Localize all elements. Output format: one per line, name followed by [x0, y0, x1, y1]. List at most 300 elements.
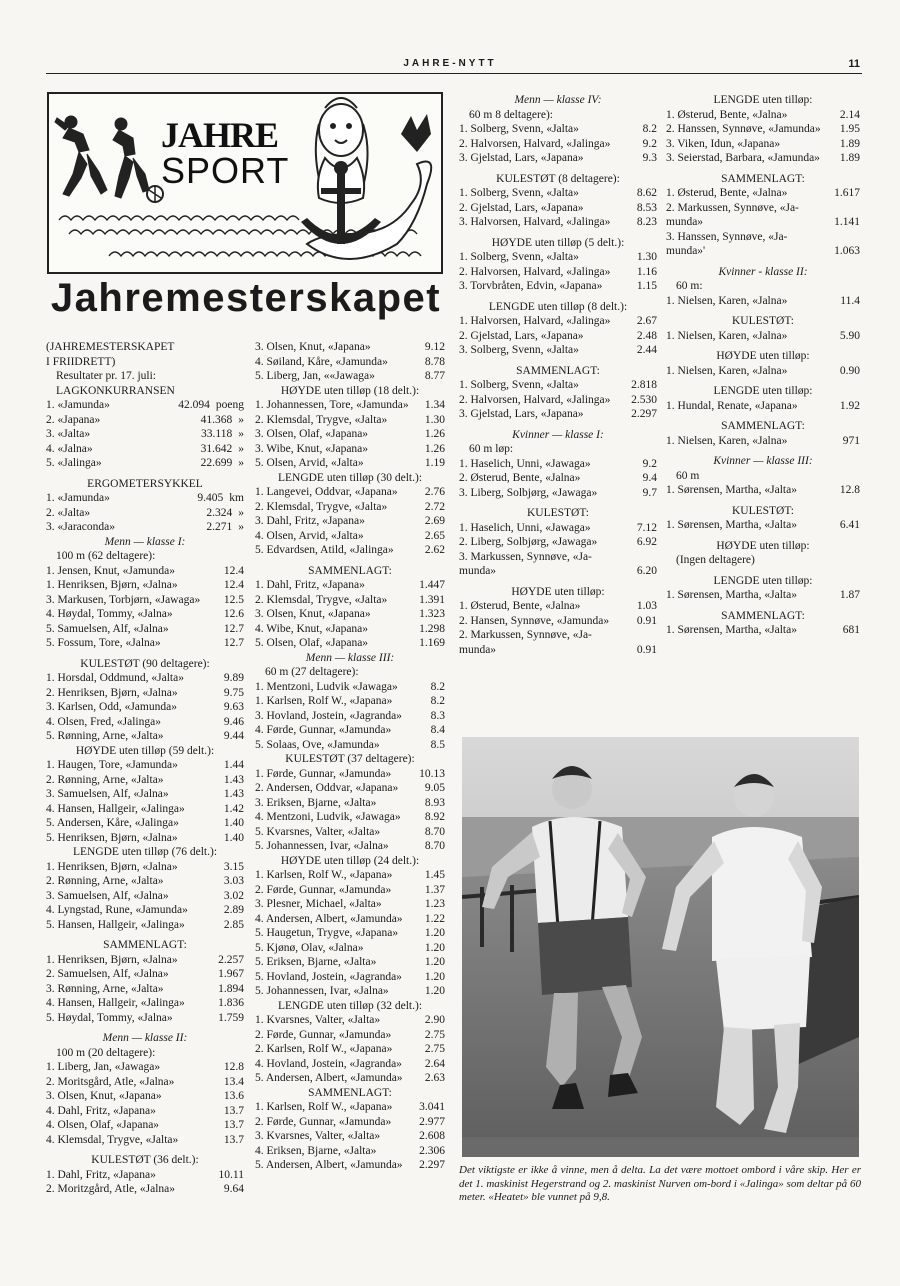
result-row — [459, 314, 657, 329]
result-row — [46, 729, 244, 744]
result-name: 1. Henriksen, Bjørn, «Jalna» — [46, 579, 178, 591]
result-name: 1. Haugen, Tore, «Jamunda» — [46, 759, 178, 771]
team-score: 31.642 — [200, 442, 233, 455]
result-row — [459, 643, 657, 658]
result-row — [459, 201, 657, 216]
result-value: 2.14 — [839, 108, 860, 121]
result-name: 1. Førde, Gunnar, «Jamunda» — [255, 767, 392, 780]
result-row — [666, 588, 860, 603]
result-value: 13.7 — [223, 1119, 244, 1131]
result-value: 2.85 — [223, 918, 244, 931]
result-value: 9.7 — [642, 486, 657, 499]
result-value: 0.91 — [636, 643, 657, 656]
result-value: 10.11 — [218, 1168, 244, 1181]
result-value: 2.89 — [223, 904, 244, 916]
event-heading: SAMMENLAGT: — [721, 172, 805, 185]
result-row — [255, 1057, 445, 1072]
event-heading: HØYDE uten tilløp (59 delt.): — [75, 744, 215, 757]
result-row — [46, 593, 244, 608]
result-value: 1.03 — [636, 600, 657, 612]
result-value: 9.64 — [223, 1183, 244, 1195]
result-value: 971 — [842, 434, 860, 447]
event-heading: LENGDE uten tilløp: — [713, 574, 813, 587]
result-name: 1. Mentzoni, Ludvik «Jawaga» — [255, 680, 398, 693]
event-heading: HØYDE uten tilløp: — [511, 585, 605, 598]
result-row — [46, 773, 244, 788]
result-name: 3. Liberg, Solbjørg, «Jawaga» — [459, 486, 598, 499]
result-name: 1. Sørensen, Martha, «Jalta» — [666, 484, 797, 496]
result-row — [255, 694, 445, 709]
result-row — [255, 926, 445, 941]
event-heading: SAMMENLAGT: — [308, 564, 392, 577]
photo-caption: Det viktigste er ikke å vinne, men å delta. La det være mottoet ombord i våre skip. Her er det 1. maskinist Hegerstrand og 2. maskinist Nurven om-bord i «Jalinga» som deltar på 60 meter. «Heatet» ble vunnet på 9,8. — [459, 1164, 861, 1203]
result-row — [459, 186, 657, 201]
team-result-row — [46, 506, 244, 521]
result-name: 1. Østerud, Bente, «Jalna» — [666, 187, 788, 199]
event-heading: ERGOMETERSYKKEL — [87, 477, 203, 490]
event-heading: LENGDE uten tilløp: — [713, 94, 813, 106]
team-unit: poeng — [215, 399, 244, 411]
result-value: 8.3 — [430, 709, 445, 722]
result-row — [46, 700, 244, 715]
text-line: 3. Hanssen, Synnøve, «Ja- — [666, 230, 788, 243]
result-name: 5. Andersen, Albert, «Jamunda» — [255, 1072, 403, 1084]
result-name: 2. Rønning, Arne, «Jalta» — [46, 773, 164, 786]
result-row — [46, 636, 244, 651]
result-name: 4. Wibe, Knut, «Japana» — [255, 622, 369, 635]
result-value: 2.75 — [424, 1028, 445, 1041]
result-row — [666, 151, 860, 166]
result-name: 5. Henriksen, Bjørn, «Jalna» — [46, 831, 178, 844]
result-name: 5. Kvarsnes, Valter, «Jalta» — [255, 825, 381, 838]
result-name: 1. Henriksen, Bjørn, «Jalna» — [46, 860, 178, 873]
result-name: 5. Solaas, Ove, «Jamunda» — [255, 738, 380, 751]
result-row — [255, 543, 445, 558]
event-heading: HØYDE uten tilløp: — [716, 350, 810, 362]
result-value: 1.87 — [839, 589, 860, 601]
result-value: 1.26 — [424, 428, 445, 440]
result-value: 1.95 — [839, 123, 860, 135]
header-rule — [46, 73, 862, 74]
result-row — [255, 1071, 445, 1086]
result-row — [666, 329, 860, 344]
result-name: 1. Karlsen, Rolf W., «Japana» — [255, 869, 393, 881]
team-score: 33.118 — [201, 428, 233, 440]
text-line: 2. Markussen, Synnøve, «Ja- — [666, 201, 799, 214]
result-value: 3.041 — [419, 1101, 445, 1113]
result-value: 2.257 — [218, 953, 244, 966]
result-name: 3. Olsen, Knut, «Japana» — [255, 608, 371, 620]
event-heading: LENGDE uten tilløp (8 delt.): — [488, 300, 628, 313]
result-value: 1.894 — [218, 982, 244, 995]
result-name: 1. Johannessen, Tore, «Jamunda» — [255, 399, 409, 411]
result-row — [46, 1060, 244, 1075]
result-name: 4. Eriksen, Bjarne, «Jalta» — [255, 1144, 377, 1157]
result-name: 5. Hovland, Jostein, «Jagranda» — [255, 970, 402, 983]
result-name: 3. Rønning, Arne, «Jalta» — [46, 982, 164, 995]
class-heading: Menn — klasse II: — [102, 1032, 188, 1044]
event-heading: HØYDE uten tilløp (5 delt.): — [491, 236, 625, 249]
result-row — [46, 578, 244, 593]
event-heading: KULESTØT (8 deltagere): — [496, 172, 620, 185]
result-value: 2.75 — [424, 1043, 445, 1055]
result-value: 1.43 — [223, 788, 244, 800]
result-value: 8.77 — [424, 370, 445, 382]
result-row — [666, 215, 860, 230]
results-column-1 — [46, 340, 244, 1197]
event-heading: KULESTØT: — [731, 315, 795, 327]
running-header-title: JAHRE-NYTT — [403, 58, 497, 69]
logo-word-sport: SPORT — [161, 150, 290, 191]
team-unit: km — [229, 492, 244, 504]
result-value: 2.977 — [419, 1115, 445, 1128]
result-value: 1.45 — [424, 869, 445, 881]
result-name: 3. Eriksen, Bjarne, «Jalta» — [255, 796, 377, 809]
result-name: 5. Hansen, Hallgeir, «Jalinga» — [46, 918, 185, 931]
result-row — [255, 709, 445, 724]
result-row — [666, 483, 860, 498]
result-row — [255, 1158, 445, 1173]
result-value: 8.2 — [430, 680, 445, 693]
result-row — [255, 398, 445, 413]
result-name: 2. Moritsgård, Atle, «Jalna» — [46, 1075, 175, 1088]
result-value: 1.26 — [424, 442, 445, 455]
result-value: 5.90 — [839, 329, 860, 342]
result-value: 2.63 — [424, 1072, 445, 1084]
team-result-row — [46, 491, 244, 506]
subheading: 60 m (27 deltagere): — [265, 666, 359, 678]
result-row — [666, 122, 860, 137]
result-value: 2.72 — [424, 500, 445, 513]
result-value: 2.297 — [419, 1159, 445, 1171]
result-name: munda» — [666, 216, 704, 228]
result-value: 8.78 — [424, 355, 445, 368]
team-name: 4. «Jalna» — [46, 442, 93, 455]
result-row — [255, 622, 445, 637]
result-name: 3. Wibe, Knut, «Japana» — [255, 442, 369, 455]
result-name: 1. Østerud, Bente, «Jalna» — [666, 108, 788, 121]
result-row — [46, 1168, 244, 1183]
result-row — [255, 413, 445, 428]
result-name: 3. Gjelstad, Lars, «Japana» — [459, 152, 584, 164]
result-row — [255, 1144, 445, 1159]
result-name: 1. Dahl, Fritz, «Japana» — [255, 579, 365, 591]
result-value: 8.2 — [430, 695, 445, 707]
result-value: 9.75 — [223, 686, 244, 699]
result-value: 12.4 — [223, 564, 244, 577]
result-value: 1.391 — [419, 593, 445, 606]
result-row — [46, 607, 244, 622]
result-name: 4. Høydal, Tommy, «Jalna» — [46, 608, 173, 620]
result-row — [46, 903, 244, 918]
result-row — [666, 294, 860, 309]
result-row — [459, 521, 657, 536]
subheading: 100 m (20 deltagere): — [56, 1046, 156, 1059]
result-name: 5. Liberg, Jan, ««Jawaga» — [255, 370, 375, 382]
team-score: 2.324 — [206, 506, 233, 519]
result-value: 1.23 — [424, 898, 445, 910]
result-row — [255, 723, 445, 738]
result-row — [459, 486, 657, 501]
result-row — [255, 1115, 445, 1130]
result-name: 2. Østerud, Bente, «Jalna» — [459, 472, 581, 484]
jahre-sport-logo — [47, 92, 443, 274]
result-row — [255, 912, 445, 927]
result-name: 2. Klemsdal, Trygve, «Jalta» — [255, 500, 388, 513]
result-value: 8.70 — [424, 840, 445, 852]
result-value: 8.2 — [642, 123, 657, 135]
event-heading: HØYDE uten tilløp (24 delt.): — [280, 854, 420, 867]
result-value: 8.70 — [424, 825, 445, 838]
result-row — [46, 671, 244, 686]
result-value: 9.2 — [642, 137, 657, 150]
result-value: 1.836 — [218, 997, 244, 1009]
result-name: 2. Andersen, Oddvar, «Japana» — [255, 782, 399, 794]
result-name: 2. Halvorsen, Halvard, «Jalinga» — [459, 265, 611, 278]
result-name: 5. Kjønø, Olav, «Jalna» — [255, 941, 364, 954]
result-row — [46, 1133, 244, 1148]
result-value: 1.20 — [424, 941, 445, 954]
result-value: 1.20 — [424, 970, 445, 983]
result-name: 3. Halvorsen, Halvard, «Jalinga» — [459, 216, 611, 228]
result-row — [255, 529, 445, 544]
result-value: 12.4 — [223, 579, 244, 591]
event-heading: LENGDE uten tilløp (32 delt.): — [277, 999, 423, 1012]
result-value: 2.65 — [424, 529, 445, 542]
result-row — [46, 686, 244, 701]
team-name: 3. «Jalta» — [46, 428, 91, 440]
result-name: 1. Nielsen, Karen, «Jalna» — [666, 434, 788, 447]
text-line: (JAHREMESTERSKAPET — [46, 341, 175, 353]
result-row — [459, 535, 657, 550]
result-row — [46, 1011, 244, 1026]
result-row — [666, 108, 860, 123]
result-row — [46, 802, 244, 817]
result-value: 2.62 — [424, 544, 445, 556]
result-value: 1.44 — [223, 759, 244, 771]
result-value: 13.4 — [223, 1075, 244, 1088]
result-value: 1.40 — [223, 831, 244, 844]
result-row — [255, 810, 445, 825]
result-name: munda» — [459, 643, 497, 656]
class-heading: Menn — klasse I: — [104, 535, 186, 548]
result-row — [46, 1104, 244, 1119]
class-heading: Kvinner — klasse III: — [713, 455, 813, 467]
result-name: 4. Hansen, Hallgeir, «Jalinga» — [46, 997, 185, 1009]
result-row — [459, 215, 657, 230]
result-value: 3.15 — [223, 860, 244, 873]
result-name: 3. Hovland, Jostein, «Jagranda» — [255, 709, 402, 722]
result-value: 9.44 — [223, 730, 244, 742]
result-value: 1.323 — [419, 608, 445, 620]
result-value: 1.063 — [834, 245, 860, 257]
result-value: 9.46 — [223, 715, 244, 728]
result-value: 6.20 — [636, 565, 657, 577]
result-name: 5. Johannessen, Ivar, «Jalna» — [255, 840, 389, 852]
subheading: (Ingen deltagere) — [676, 554, 755, 566]
team-result-row — [46, 413, 244, 428]
result-value: 1.89 — [839, 137, 860, 150]
result-name: 1. Liberg, Jan, «Jawaga» — [46, 1061, 161, 1073]
result-row — [255, 680, 445, 695]
result-row — [46, 758, 244, 773]
result-name: 1. Solberg, Svenn, «Jalta» — [459, 187, 579, 199]
team-name: 5. «Jalinga» — [46, 457, 102, 469]
result-row — [46, 1089, 244, 1104]
result-value: 3.02 — [223, 889, 244, 902]
result-value: 2.64 — [424, 1057, 445, 1070]
result-value: 8.4 — [430, 724, 445, 736]
result-name: 2. Halvorsen, Halvard, «Jalinga» — [459, 137, 611, 150]
event-heading: KULESTØT (37 deltagere): — [285, 753, 415, 765]
result-row — [255, 825, 445, 840]
event-heading: LENGDE uten tilløp: — [713, 385, 813, 397]
result-value: 0.90 — [839, 364, 860, 377]
result-name: 4. Førde, Gunnar, «Jamunda» — [255, 724, 392, 736]
result-name: 5. Fossum, Tore, «Jalna» — [46, 637, 161, 649]
result-row — [255, 607, 445, 622]
result-row — [666, 518, 860, 533]
result-name: 3. Olsen, Knut, «Japana» — [46, 1090, 162, 1102]
team-result-row — [46, 456, 244, 471]
result-name: 5. Andersen, Albert, «Jamunda» — [255, 1159, 403, 1171]
result-name: 3. Seierstad, Barbara, «Jamunda» — [666, 152, 820, 164]
result-name: 3. Viken, Idun, «Japana» — [666, 137, 781, 150]
result-value: 2.90 — [424, 1014, 445, 1026]
event-heading: LENGDE uten tilløp (76 delt.): — [72, 846, 218, 858]
result-name: 3. Kvarsnes, Valter, «Jalta» — [255, 1130, 381, 1142]
class-heading: Kvinner - klasse II: — [718, 265, 808, 278]
results-column-2 — [255, 340, 445, 1173]
result-name: 2. Førde, Gunnar, «Jamunda» — [255, 1115, 392, 1128]
team-result-row — [46, 398, 244, 413]
result-row — [255, 1129, 445, 1144]
result-name: 1. Sørensen, Martha, «Jalta» — [666, 589, 797, 601]
result-name: 4. Lyngstad, Rune, «Jamunda» — [46, 904, 188, 916]
result-name: 4. Hovland, Jostein, «Jagranda» — [255, 1057, 402, 1070]
result-name: 3. Torvbråten, Edvin, «Japana» — [459, 280, 603, 292]
article-headline: Jahremesterskapet — [50, 276, 442, 320]
result-row — [255, 485, 445, 500]
result-value: 1.759 — [218, 1011, 244, 1024]
event-heading: SAMMENLAGT: — [103, 939, 187, 951]
result-row — [459, 137, 657, 152]
result-value: 2.67 — [636, 315, 657, 327]
result-value: 12.8 — [839, 484, 860, 496]
team-unit: » — [238, 521, 244, 533]
result-row — [255, 1042, 445, 1057]
result-row — [459, 279, 657, 294]
team-unit: » — [238, 457, 244, 469]
result-row — [459, 599, 657, 614]
result-name: 2. Karlsen, Rolf W., «Japana» — [255, 1043, 393, 1055]
result-value: 1.20 — [424, 956, 445, 968]
result-value: 8.23 — [636, 216, 657, 228]
result-name: 4. Andersen, Albert, «Jamunda» — [255, 912, 403, 925]
result-row — [255, 796, 445, 811]
result-value: 1.967 — [218, 968, 244, 980]
result-value: 1.34 — [424, 399, 445, 411]
result-name: 1. Henriksen, Bjørn, «Jalna» — [46, 953, 178, 966]
result-row — [459, 343, 657, 358]
result-value: 0.91 — [636, 614, 657, 627]
result-name: munda» — [459, 565, 497, 577]
event-heading: SAMMENLAGT: — [721, 609, 805, 622]
result-value: 2.69 — [424, 515, 445, 527]
result-value: 1.141 — [834, 216, 860, 228]
result-name: 2. Samuelsen, Alf, «Jalna» — [46, 968, 169, 980]
result-name: 1. Dahl, Fritz, «Japana» — [46, 1168, 156, 1181]
result-row — [255, 355, 445, 370]
result-name: 3. Gjelstad, Lars, «Japana» — [459, 408, 584, 420]
result-value: 2.818 — [631, 379, 657, 391]
event-heading: HØYDE uten tilløp: — [716, 539, 810, 552]
result-value: 8.92 — [424, 811, 445, 823]
subheading: 100 m (62 deltagere): — [56, 550, 156, 562]
result-row — [255, 636, 445, 651]
result-value: 1.43 — [223, 773, 244, 786]
result-value: 6.92 — [636, 536, 657, 548]
result-row — [666, 434, 860, 449]
result-value: 8.5 — [430, 738, 445, 751]
result-value: 2.44 — [636, 344, 657, 356]
result-row — [255, 897, 445, 912]
result-value: 9.3 — [642, 152, 657, 164]
result-name: 1. Langevei, Oddvar, «Japana» — [255, 486, 398, 498]
result-name: 1. Sørensen, Martha, «Jalta» — [666, 519, 797, 531]
event-heading: HØYDE uten tilløp (18 delt.): — [280, 384, 420, 397]
result-row — [46, 982, 244, 997]
result-row — [46, 787, 244, 802]
result-name: 1. Østerud, Bente, «Jalna» — [459, 600, 581, 612]
team-unit: » — [238, 428, 244, 440]
result-value: 1.42 — [223, 802, 244, 815]
result-row — [255, 1100, 445, 1115]
result-row — [46, 622, 244, 637]
team-unit: » — [238, 413, 244, 426]
text-line: I FRIIDRETT) — [46, 355, 116, 368]
result-name: 2. Gjelstad, Lars, «Japana» — [459, 329, 584, 342]
result-value: 1.20 — [424, 927, 445, 939]
runners-photo — [462, 737, 859, 1157]
text-line: 2. Markussen, Synnøve, «Ja- — [459, 629, 592, 641]
logo-word-jahre: JAHRE — [161, 115, 279, 155]
result-row — [255, 593, 445, 608]
result-name: 1. Sørensen, Martha, «Jalta» — [666, 624, 797, 636]
result-value: 1.37 — [424, 883, 445, 896]
result-name: 5. Rønning, Arne, «Jalta» — [46, 730, 164, 742]
result-value: 8.62 — [636, 187, 657, 199]
subheading: 60 m: — [676, 280, 703, 292]
result-name: 1. Kvarsnes, Valter, «Jalta» — [255, 1014, 381, 1026]
result-name: 3. Olsen, Olaf, «Japana» — [255, 428, 369, 440]
result-value: 2.48 — [636, 329, 657, 342]
result-value: 1.447 — [419, 579, 445, 591]
result-row — [459, 250, 657, 265]
team-score: 41.368 — [200, 413, 233, 426]
result-name: 5. Olsen, Olaf, «Japana» — [255, 637, 369, 649]
result-value: 2.530 — [631, 393, 657, 406]
result-value: 3.03 — [223, 875, 244, 887]
result-name: 1. Hundal, Renate, «Japana» — [666, 399, 798, 412]
result-value: 2.306 — [419, 1144, 445, 1157]
results-column-4 — [666, 93, 860, 638]
result-value: 9.2 — [642, 457, 657, 470]
team-result-row — [46, 442, 244, 457]
result-row — [46, 860, 244, 875]
result-name: 2. Liberg, Solbjørg, «Jawaga» — [459, 536, 598, 548]
class-heading: Kvinner — klasse I: — [512, 428, 604, 441]
